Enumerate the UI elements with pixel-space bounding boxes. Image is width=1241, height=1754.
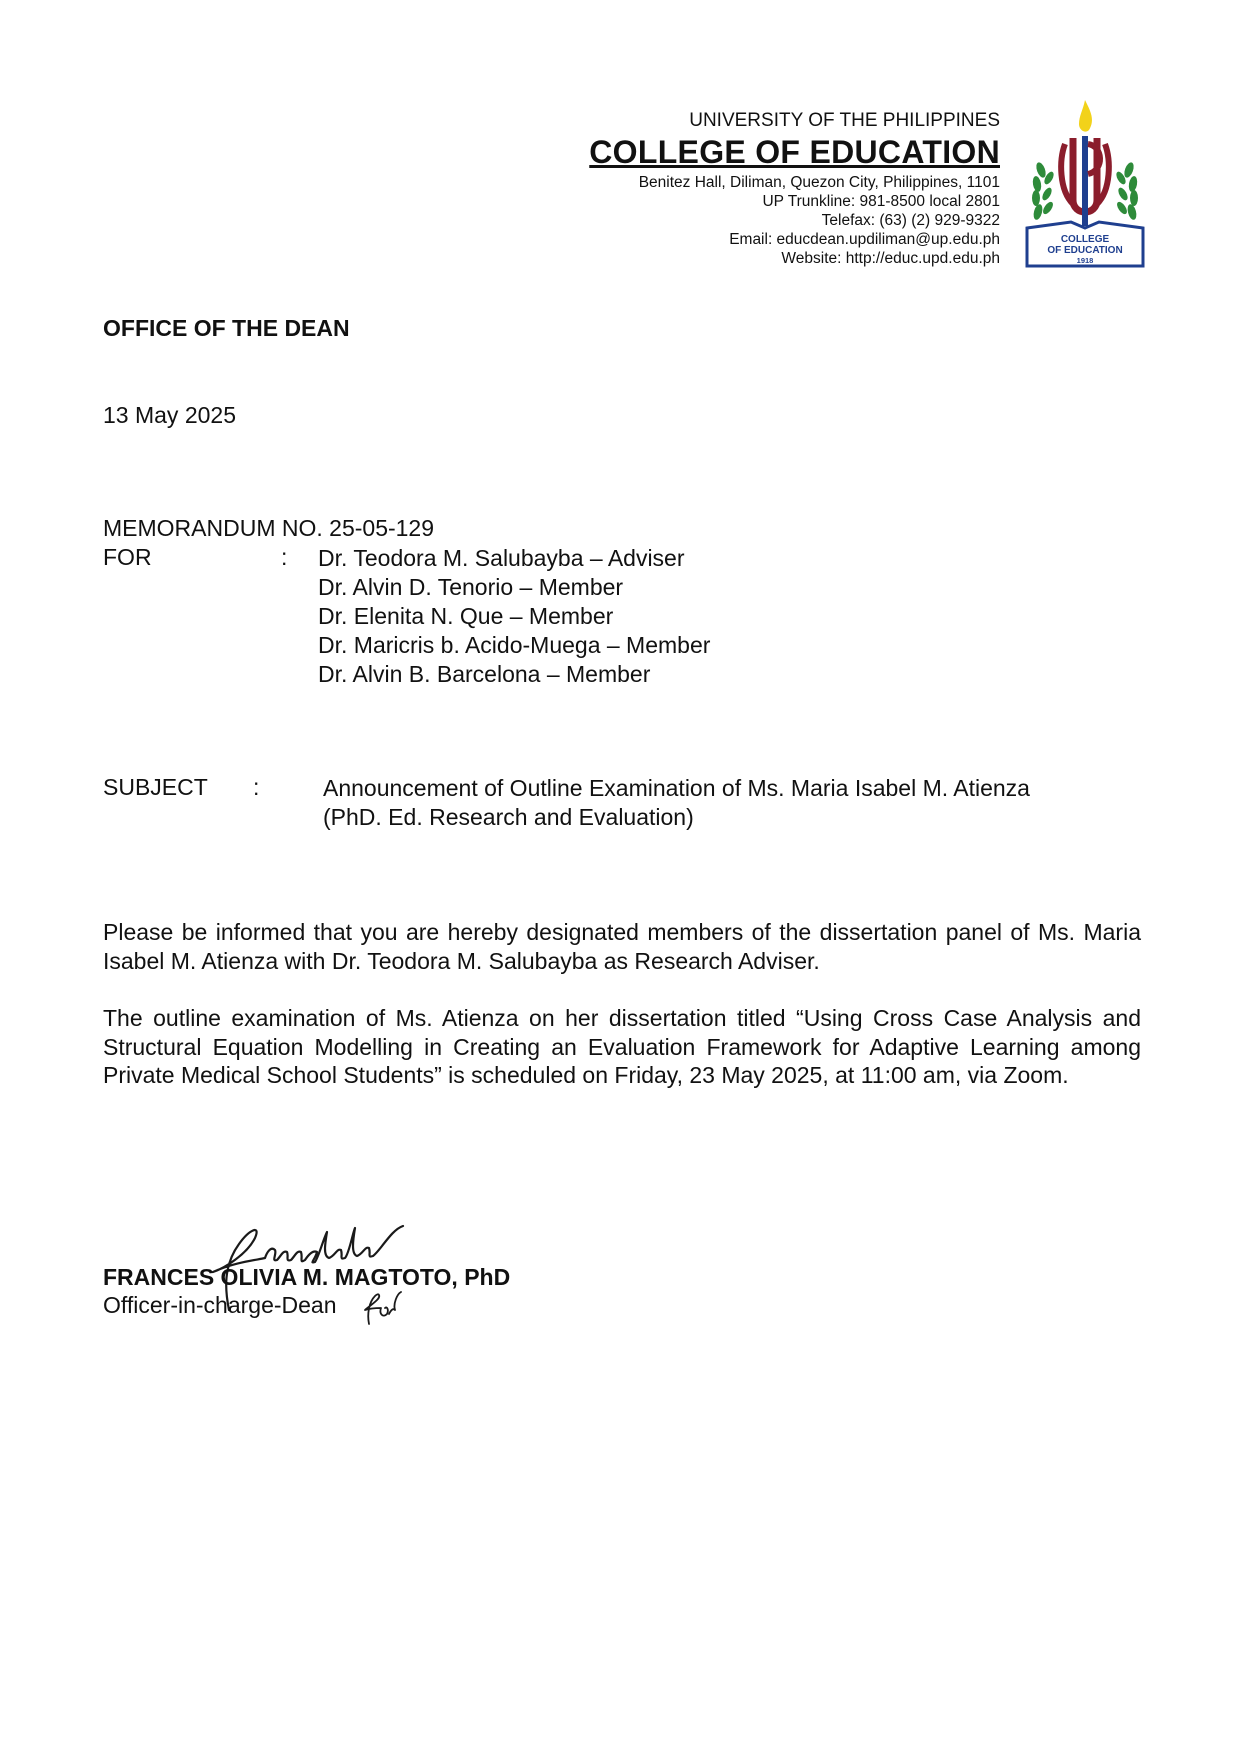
address-line: Benitez Hall, Diliman, Quezon City, Philippines, 1101 — [638, 174, 1000, 191]
signatory-name: FRANCES OLIVIA M. MAGTOTO, PhD — [103, 1264, 511, 1290]
handwritten-initials — [363, 1290, 403, 1326]
svg-text:1918: 1918 — [1076, 256, 1094, 265]
flame-icon — [1079, 100, 1092, 132]
office-heading: OFFICE OF THE DEAN — [103, 315, 350, 341]
body-paragraph-2: The outline examination of Ms. Atienza on her dissertation titled “Using Cross Case Analysis and Structural Equation Modelling in Creating an Evaluation Framework for Adaptive Learning among Private Medical School Students” is scheduled on Friday, 23 May 2025, at 11:00 am, via Zoom. — [103, 1005, 1141, 1088]
for-label: FOR — [103, 544, 152, 570]
subject-line: (PhD. Ed. Research and Evaluation) — [323, 804, 694, 830]
body-paragraph-1: Please be informed that you are hereby designated members of the dissertation panel of Ms. Maria Isabel M. Atienza with Dr. Teodora M. Salubayba as Research Adviser. — [103, 919, 1141, 974]
recipient-item: Dr. Alvin B. Barcelona – Member — [318, 661, 651, 687]
laurel-left-icon — [1032, 161, 1056, 221]
laurel-right-icon — [1114, 161, 1138, 221]
subject-text — [323, 774, 1123, 832]
for-separator: : — [281, 544, 288, 570]
memo-number: MEMORANDUM NO. 25-05-129 — [103, 515, 435, 541]
recipient-item: Dr. Alvin D. Tenorio – Member — [318, 574, 624, 600]
recipient-item: Dr. Maricris b. Acido-Muega – Member — [318, 632, 711, 658]
university-name: UNIVERSITY OF THE PHILIPPINES — [689, 110, 1000, 131]
svg-text:COLLEGE: COLLEGE — [1060, 234, 1110, 245]
trunkline-line: UP Trunkline: 981-8500 local 2801 — [762, 193, 1000, 210]
subject-label: SUBJECT — [103, 774, 208, 800]
recipient-item: Dr. Teodora M. Salubayba – Adviser — [318, 545, 685, 571]
subject-line: Announcement of Outline Examination of Ms. Maria Isabel M. Atienza — [323, 775, 1030, 801]
email-line: Email: educdean.updiliman@up.edu.ph — [729, 231, 1000, 248]
telefax-line: Telefax: (63) (2) 929-9322 — [821, 212, 1000, 229]
svg-text:OF EDUCATION: OF EDUCATION — [1047, 245, 1123, 256]
college-name: COLLEGE OF EDUCATION — [589, 134, 1000, 170]
college-logo — [1021, 100, 1149, 270]
subject-separator: : — [253, 774, 260, 800]
signatory-title: Officer-in-charge-Dean — [103, 1292, 337, 1318]
memo-date: 13 May 2025 — [103, 402, 236, 428]
recipient-item: Dr. Elenita N. Que – Member — [318, 603, 614, 629]
website-line: Website: http://educ.upd.edu.ph — [781, 250, 1000, 267]
